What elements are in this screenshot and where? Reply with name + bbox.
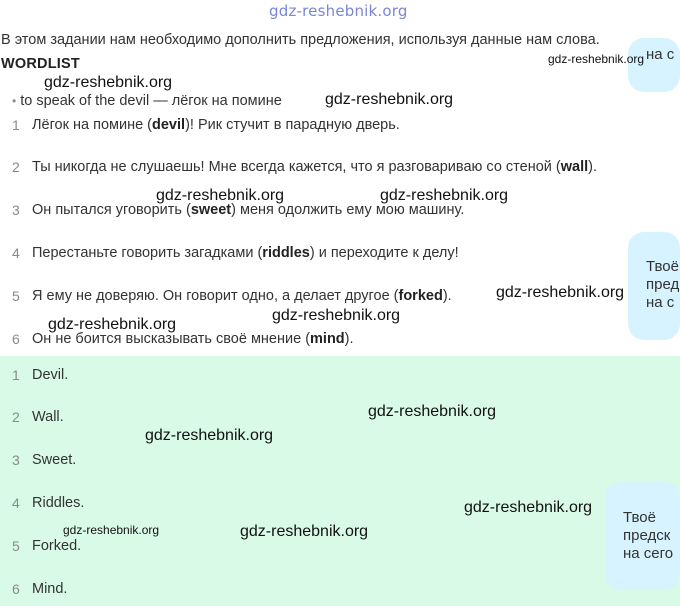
answer-number: 1 <box>12 367 20 383</box>
answer-number: 3 <box>12 452 20 468</box>
bullet-icon: • <box>12 94 17 108</box>
sentence-text: Он не боится высказывать своё мнение (mind). <box>32 331 354 347</box>
sentence-number: 3 <box>12 202 20 218</box>
answer-text: Wall. <box>32 409 64 425</box>
answer-number: 2 <box>12 409 20 425</box>
sentence-number: 1 <box>12 117 20 133</box>
prediction-bubble-top[interactable]: на с <box>628 38 680 92</box>
answer-text: Sweet. <box>32 452 77 468</box>
answer-text: Mind. <box>32 581 68 597</box>
answer-number: 6 <box>12 581 20 597</box>
sentence-text: Ты никогда не слушаешь! Мне всегда кажется, что я разговариваю со стеной (wall). <box>32 159 597 175</box>
watermark: gdz-reshebnik.org <box>496 284 625 301</box>
answer-number: 5 <box>12 538 20 554</box>
sentence-number: 4 <box>12 245 20 261</box>
watermark: gdz-reshebnik.org <box>44 74 173 91</box>
watermark: gdz-reshebnik.org <box>464 499 593 516</box>
watermark: gdz-reshebnik.org <box>272 307 401 324</box>
sentence-text: Он пытался уговорить (sweet) меня одолжить ему мою машину. <box>32 202 465 218</box>
watermark: gdz-reshebnik.org <box>63 523 160 537</box>
answer-word: devil <box>152 117 186 133</box>
watermark: gdz-reshebnik.org <box>145 427 274 444</box>
answer-word: mind <box>310 331 345 347</box>
answer-word: wall <box>560 159 589 175</box>
prediction-bubble-middle[interactable]: Твоё пред на с <box>628 232 680 340</box>
answer-text: Riddles. <box>32 495 85 511</box>
answer-word: forked <box>398 288 443 304</box>
sentence-number: 6 <box>12 331 20 347</box>
answer-word: riddles <box>262 245 310 261</box>
sentence-text: Перестаньте говорить загадками (riddles) и переходите к делу! <box>32 245 459 261</box>
watermark: gdz-reshebnik.org <box>548 52 645 66</box>
answer-word: sweet <box>190 202 232 218</box>
answers-panel <box>0 356 680 606</box>
prediction-bubble-bottom[interactable]: Твоё предск на сего <box>605 482 680 590</box>
sentence-number: 5 <box>12 288 20 304</box>
watermark: gdz-reshebnik.org <box>368 403 497 420</box>
sentence-number: 2 <box>12 159 20 175</box>
watermark: gdz-reshebnik.org <box>156 187 285 204</box>
answer-number: 4 <box>12 495 20 511</box>
watermark: gdz-reshebnik.org <box>380 187 509 204</box>
sentence-text: Лёгок на помине (devil)! Рик стучит в парадную дверь. <box>32 117 400 133</box>
wordlist-item <box>12 93 282 109</box>
answer-text: Devil. <box>32 367 69 383</box>
watermark: gdz-reshebnik.org <box>325 91 454 108</box>
watermark: gdz-reshebnik.org <box>240 523 369 540</box>
wordlist-item-text: to speak of the devil — лёгок на помине <box>20 93 282 109</box>
wordlist-title: WORDLIST <box>1 56 80 72</box>
site-header-link[interactable]: gdz-reshebnik.org <box>269 2 408 20</box>
task-intro: В этом задании нам необходимо дополнить предложения, используя данные нам слова. <box>1 32 600 48</box>
answer-text: Forked. <box>32 538 82 554</box>
watermark: gdz-reshebnik.org <box>48 316 177 333</box>
sentence-text: Я ему не доверяю. Он говорит одно, а делает другое (forked). <box>32 288 452 304</box>
